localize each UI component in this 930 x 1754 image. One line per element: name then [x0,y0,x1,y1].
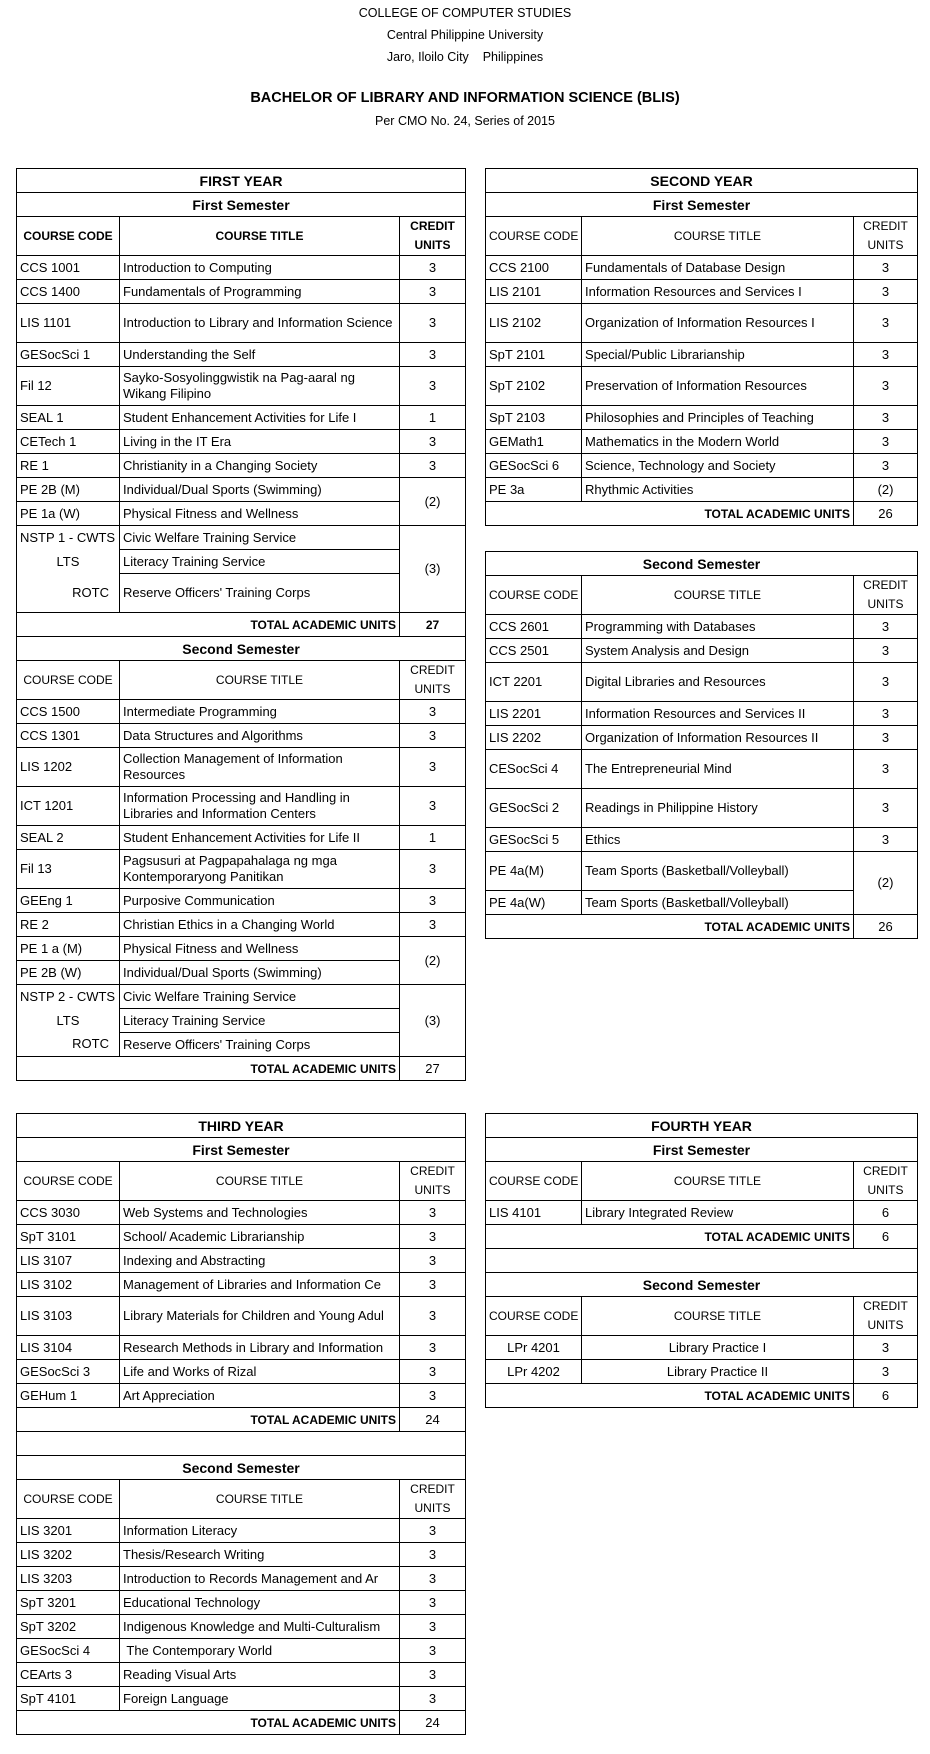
table-row: PE 1a (W) Physical Fitness and Wellness [17,502,466,526]
first-year-table: FIRST YEAR First Semester COURSE CODE COURSE TITLE CREDIT UNITS CCS 1001 Introduction to Computing 3 CCS 1400 Fundamentals of Programming 3 LIS 1101 Introduction to Library and Information Science 3 GESocSci 1 Understanding the Self 3 Fil 12 Sayko-Sosyolinggwistik na Pag-aaral ng Wikang Filipino 3 SEAL 1 Student Enhancement Activities for Life I 1 CETech 1 Living in the IT Era 3 RE 1 Christianity in a Changing Society 3 PE 2B (M) Individual/Dual Sports (Swimming) (2) PE 1a (W) Physical Fitness and Wellness NSTP 1 - CWTS Civic Welfare Training Service (3) LTS Literacy Training Service ROTC Reserve Officers' Training Corps TOTAL ACADEMIC UNITS 27 Second Semester COURSE CODE COURSE TITLE CREDIT UNITS CCS 1500 Intermediate Programming 3 CCS 1301 Data Structures and Algorithms 3 LIS 1202 Collection Management of Information Resources 3 ICT 1201 Information Processing and Handling in Libraries and Information Centers 3 SEAL 2 Student Enhancement Activities for Life II 1 Fil 13 Pagsusuri at Pagpapahalaga ng mga Kontemporaryong Panitikan 3 GEEng 1 Purposive Communication 3 RE 2 Christian Ethics in a Changing World 3 PE 1 a (M) Physical Fitness and Wellness (2) PE 2B (W) Individual/Dual Sports (Swimming) NSTP 2 - CWTS Civic Welfare Training Service (3) LTS Literacy Training Service ROTC Reserve Officers' Training Corps TOTAL ACADEMIC UNITS 27 [16,168,466,1081]
table-row: PE 2B (W) Individual/Dual Sports (Swimming) [17,961,466,985]
table-row: ICT 1201 Information Processing and Handling in Libraries and Information Centers 3 [17,787,466,826]
table-row: LIS 3104 Research Methods in Library and Information 3 [17,1336,466,1360]
table-row: ROTC Reserve Officers' Training Corps [17,574,466,613]
table-row: LTS Literacy Training Service [17,1009,466,1033]
table-row: LIS 2102 Organization of Information Resources I 3 [486,304,918,343]
total-label: TOTAL ACADEMIC UNITS [486,1384,854,1408]
total-label: TOTAL ACADEMIC UNITS [486,915,854,939]
semester-title: Second Semester [486,1273,918,1297]
location: Jaro, Iloilo City Philippines [386,50,544,64]
table-row: GESocSci 2 Readings in Philippine History 3 [486,789,918,828]
semester-title: Second Semester [17,637,466,661]
fourth-year-table: FOURTH YEAR First Semester COURSE CODE COURSE TITLE CREDIT UNITS LIS 4101 Library Integrated Review 6 TOTAL ACADEMIC UNITS 6 Second Semester COURSE CODE COURSE TITLE CREDIT UNITS LPr 4201 Library Practice I 3 LPr 4202 Library Practice II 3 TOTAL ACADEMIC UNITS 6 [485,1113,918,1408]
table-row: GESocSci 6 Science, Technology and Society 3 [486,454,918,478]
table-row: GEHum 1 Art Appreciation 3 [17,1384,466,1408]
table-row: LIS 3202 Thesis/Research Writing 3 [17,1543,466,1567]
total-units: 27 [400,613,466,637]
semester-title: First Semester [486,1138,918,1162]
table-row: LIS 4101 Library Integrated Review 6 [486,1201,918,1225]
semester-title: First Semester [17,1138,466,1162]
table-row: CCS 2100 Fundamentals of Database Design 3 [486,256,918,280]
table-row: SpT 3202 Indigenous Knowledge and Multi-Culturalism 3 [17,1615,466,1639]
cmo-reference: Per CMO No. 24, Series of 2015 [375,114,555,128]
semester-title: First Semester [17,193,466,217]
table-row: LIS 1101 Introduction to Library and Information Science 3 [17,304,466,343]
table-row: GEMath1 Mathematics in the Modern World 3 [486,430,918,454]
year-title: SECOND YEAR [486,169,918,193]
table-row: CCS 3030 Web Systems and Technologies 3 [17,1201,466,1225]
table-row: SpT 2103 Philosophies and Principles of Teaching 3 [486,406,918,430]
table-row: SpT 3201 Educational Technology 3 [17,1591,466,1615]
total-label: TOTAL ACADEMIC UNITS [17,1057,400,1081]
total-label: TOTAL ACADEMIC UNITS [17,1711,400,1735]
table-row: LIS 3102 Management of Libraries and Information Ce 3 [17,1273,466,1297]
second-year-table: SECOND YEAR First Semester COURSE CODE COURSE TITLE CREDIT UNITS CCS 2100 Fundamentals of Database Design 3 LIS 2101 Information Resources and Services I 3 LIS 2102 Organization of Information Resources I 3 SpT 2101 Special/Public Librarianship 3 SpT 2102 Preservation of Information Resources 3 SpT 2103 Philosophies and Principles of Teaching 3 GEMath1 Mathematics in the Modern World 3 GESocSci 6 Science, Technology and Society 3 PE 3a Rhythmic Activities (2) TOTAL ACADEMIC UNITS 26 [485,168,918,526]
table-row: LIS 3203 Introduction to Records Management and Ar 3 [17,1567,466,1591]
semester-title: Second Semester [486,552,918,576]
table-row: CCS 1400 Fundamentals of Programming 3 [17,280,466,304]
table-row: NSTP 2 - CWTS Civic Welfare Training Service (3) [17,985,466,1009]
table-row: GESocSci 3 Life and Works of Rizal 3 [17,1360,466,1384]
total-units: 26 [854,502,918,526]
table-row: CCS 1500 Intermediate Programming 3 [17,700,466,724]
table-row: GESocSci 4 The Contemporary World 3 [17,1639,466,1663]
table-row: SpT 2102 Preservation of Information Resources 3 [486,367,918,406]
table-row: CCS 1301 Data Structures and Algorithms 3 [17,724,466,748]
total-units: 6 [854,1225,918,1249]
total-units: 24 [400,1408,466,1432]
semester-title: Second Semester [17,1456,466,1480]
col-credit-units: CREDIT UNITS [400,217,466,256]
table-row: LIS 2101 Information Resources and Services I 3 [486,280,918,304]
total-label: TOTAL ACADEMIC UNITS [486,1225,854,1249]
total-units: 6 [854,1384,918,1408]
table-row: LPr 4201 Library Practice I 3 [486,1336,918,1360]
table-row: Fil 12 Sayko-Sosyolinggwistik na Pag-aaral ng Wikang Filipino 3 [17,367,466,406]
table-row: GESocSci 1 Understanding the Self 3 [17,343,466,367]
table-row: LPr 4202 Library Practice II 3 [486,1360,918,1384]
col-course-title: COURSE TITLE [120,217,400,256]
college-name: COLLEGE OF COMPUTER STUDIES [358,6,572,20]
table-row: LIS 3201 Information Literacy 3 [17,1519,466,1543]
table-row: CCS 2601 Programming with Databases 3 [486,615,918,639]
table-row: PE 1 a (M) Physical Fitness and Wellness (2) [17,937,466,961]
table-row: SpT 3101 School/ Academic Librarianship 3 [17,1225,466,1249]
year-title: THIRD YEAR [17,1114,466,1138]
col-course-code: COURSE CODE [17,217,120,256]
table-row: PE 2B (M) Individual/Dual Sports (Swimming) (2) [17,478,466,502]
total-units: 24 [400,1711,466,1735]
total-label: TOTAL ACADEMIC UNITS [486,502,854,526]
table-row: CCS 2501 System Analysis and Design 3 [486,639,918,663]
table-row: ROTC Reserve Officers' Training Corps [17,1033,466,1057]
table-row: SpT 2101 Special/Public Librarianship 3 [486,343,918,367]
table-row: PE 4a(W) Team Sports (Basketball/Volleyball) [486,891,918,915]
second-year-sem2-table: Second Semester COURSE CODE COURSE TITLE CREDIT UNITS CCS 2601 Programming with Databases 3 CCS 2501 System Analysis and Design 3 ICT 2201 Digital Libraries and Resources 3 LIS 2201 Information Resources and Services II 3 LIS 2202 Organization of Information Resources II 3 CESocSci 4 The Entrepreneurial Mind 3 GESocSci 2 Readings in Philippine History 3 GESocSci 5 Ethics 3 PE 4a(M) Team Sports (Basketball/Volleyball) (2) PE 4a(W) Team Sports (Basketball/Volleyball) TOTAL ACADEMIC UNITS 26 [485,551,918,939]
third-year-table: THIRD YEAR First Semester COURSE CODE COURSE TITLE CREDIT UNITS CCS 3030 Web Systems and Technologies 3 SpT 3101 School/ Academic Librarianship 3 LIS 3107 Indexing and Abstracting 3 LIS 3102 Management of Libraries and Information Ce 3 LIS 3103 Library Materials for Children and Young Adul 3 LIS 3104 Research Methods in Library and Information 3 GESocSci 3 Life and Works of Rizal 3 GEHum 1 Art Appreciation 3 TOTAL ACADEMIC UNITS 24 Second Semester COURSE CODE COURSE TITLE CREDIT UNITS LIS 3201 Information Literacy 3 LIS 3202 Thesis/Research Writing 3 LIS 3203 Introduction to Records Management and Ar 3 SpT 3201 Educational Technology 3 SpT 3202 Indigenous Knowledge and Multi-Culturalism 3 GESocSci 4 The Contemporary World 3 CEArts 3 Reading Visual Arts 3 SpT 4101 Foreign Language 3 TOTAL ACADEMIC UNITS 24 [16,1113,466,1735]
total-label: TOTAL ACADEMIC UNITS [17,613,400,637]
total-label: TOTAL ACADEMIC UNITS [17,1408,400,1432]
total-units: 26 [854,915,918,939]
table-row: LIS 1202 Collection Management of Information Resources 3 [17,748,466,787]
table-row: CETech 1 Living in the IT Era 3 [17,430,466,454]
table-row: GEEng 1 Purposive Communication 3 [17,889,466,913]
table-row: LIS 2201 Information Resources and Services II 3 [486,702,918,726]
table-row: LTS Literacy Training Service [17,550,466,574]
table-row: LIS 3103 Library Materials for Children and Young Adul 3 [17,1297,466,1336]
table-row: LIS 3107 Indexing and Abstracting 3 [17,1249,466,1273]
table-row: RE 1 Christianity in a Changing Society 3 [17,454,466,478]
table-row: SEAL 2 Student Enhancement Activities for Life II 1 [17,826,466,850]
program-title: BACHELOR OF LIBRARY AND INFORMATION SCIENCE (BLIS) [250,90,680,106]
table-row: Fil 13 Pagsusuri at Pagpapahalaga ng mga Kontemporaryong Panitikan 3 [17,850,466,889]
table-row: SpT 4101 Foreign Language 3 [17,1687,466,1711]
table-row: GESocSci 5 Ethics 3 [486,828,918,852]
total-units: 27 [400,1057,466,1081]
university-name: Central Philippine University [386,28,544,42]
table-row: ICT 2201 Digital Libraries and Resources 3 [486,663,918,702]
table-row: SEAL 1 Student Enhancement Activities for Life I 1 [17,406,466,430]
table-row: RE 2 Christian Ethics in a Changing World 3 [17,913,466,937]
table-row: CEArts 3 Reading Visual Arts 3 [17,1663,466,1687]
year-title: FIRST YEAR [17,169,466,193]
table-row: LIS 2202 Organization of Information Resources II 3 [486,726,918,750]
table-row: CCS 1001 Introduction to Computing 3 [17,256,466,280]
year-title: FOURTH YEAR [486,1114,918,1138]
table-row: PE 3a Rhythmic Activities (2) [486,478,918,502]
table-row: CESocSci 4 The Entrepreneurial Mind 3 [486,750,918,789]
table-row: NSTP 1 - CWTS Civic Welfare Training Service (3) [17,526,466,550]
table-row: PE 4a(M) Team Sports (Basketball/Volleyball) (2) [486,852,918,891]
semester-title: First Semester [486,193,918,217]
